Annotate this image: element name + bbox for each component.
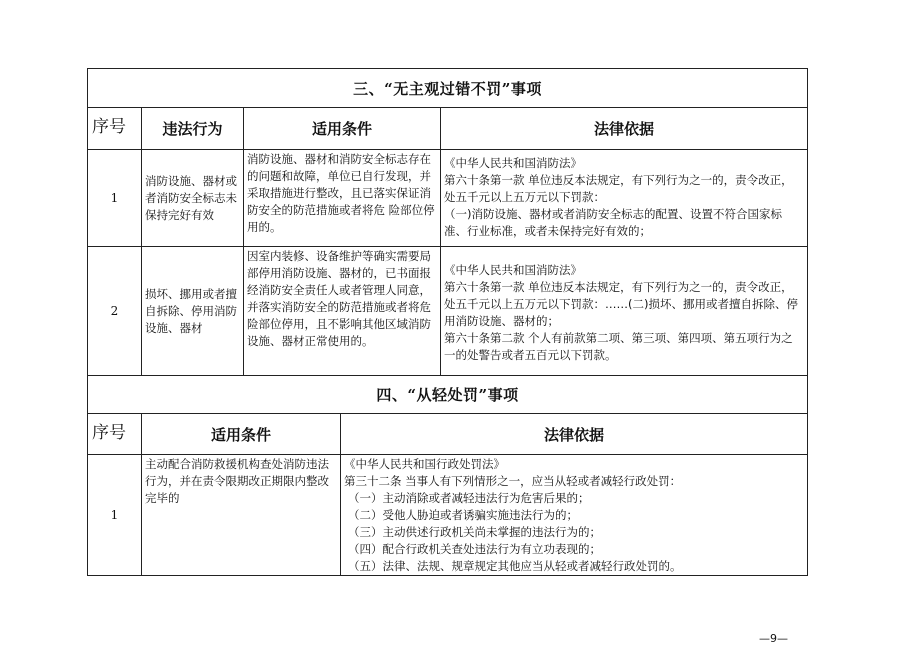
law-source: 《中华人民共和国消防法》: [444, 263, 582, 277]
law-item: （五）法律、法规、规章规定其他应当从轻或者减轻行政处罚的。: [348, 559, 682, 573]
legal-basis: [341, 455, 808, 576]
law-item: （一）主动消除或者减轻违法行为危害后果的；: [348, 491, 590, 505]
section4-title: 四、“从轻处罚”事项: [88, 376, 808, 414]
law-clause: 第三十二条 当事人有下列情形之一，应当从轻或者减轻行政处罚：: [344, 474, 682, 488]
legal-basis: [441, 247, 808, 376]
page-number: —9—: [759, 632, 788, 645]
law-item: （四）配合行政机关查处违法行为有立功表现的；: [348, 542, 601, 556]
law-clause: 第六十条第二款 个人有前款第二项、第三项、第四项、第五项行为之一的处警告或者五百元以下罚款。: [444, 331, 793, 362]
violation-text: 损坏、挪用或者擅自拆除、停用消防 设施、器材: [142, 247, 244, 376]
law-clause: （一)消防设施、器材或者消防安全标志的配置、设置不符合国家标准、行业标准，或者未保持完好有效的；: [444, 207, 782, 238]
violation-text: 消防设施、器材或者消防安全标志未保持完好有效: [142, 150, 244, 247]
header-cond: 适用条件: [142, 414, 341, 455]
law-clause: 第六十条第一款 单位违反本法规定，有下列行为之一的，责令改正，处五千元以上五万元以下罚款：: [444, 173, 793, 204]
header-basis: 法律依据: [441, 108, 808, 150]
header-act: 违法行为: [142, 108, 244, 150]
row-number: 2: [88, 247, 142, 376]
section3-table: [87, 68, 808, 376]
condition-text: 消防设施、器材和消防安全标志存在的问题和故障，单位已自行发现，并采取措施进行整改，且已落实保证消防安全的防范措施或者将危 险部位停用的。: [244, 150, 441, 247]
row-number: 1: [88, 150, 142, 247]
section3-title: 三、“无主观过错不罚”事项: [88, 69, 808, 108]
law-source: 《中华人民共和国行政处罚法》: [344, 457, 505, 471]
law-item: （三）主动供述行政机关尚未掌握的违法行为的；: [348, 525, 601, 539]
table-row: [88, 247, 808, 376]
law-item: （二）受他人胁迫或者诱骗实施违法行为的；: [348, 508, 578, 522]
header-no: 序号: [88, 108, 142, 150]
condition-text: 因室内装修、设备维护等确实需要局部停用消防设施、器材的，已书面报经消防安全责任人或者管理人同意， 并落实消防安全的防范措施或者将危险部位停用，且不影响其他区域消防设施、器材正常使用的。: [244, 247, 441, 376]
table-row: [88, 455, 808, 576]
condition-text: 主动配合消防救援机构查处消防违法行为，并在责令限期改正期限内整改完毕的: [142, 455, 341, 576]
law-clause: 第六十条第一款 单位违反本法规定，有下列行为之一的，责令改正，处五千元以上五万元以下罚款：……(二)损坏、挪用或者擅自拆除、停用消防设施、器材的；: [444, 280, 798, 328]
header-basis: 法律依据: [341, 414, 808, 455]
header-no: 序号: [88, 414, 142, 455]
section4-table: [87, 375, 808, 576]
header-cond: 适用条件: [244, 108, 441, 150]
legal-basis: [441, 150, 808, 247]
row-number: 1: [88, 455, 142, 576]
table-row: [88, 150, 808, 247]
law-source: 《中华人民共和国消防法》: [444, 156, 582, 170]
